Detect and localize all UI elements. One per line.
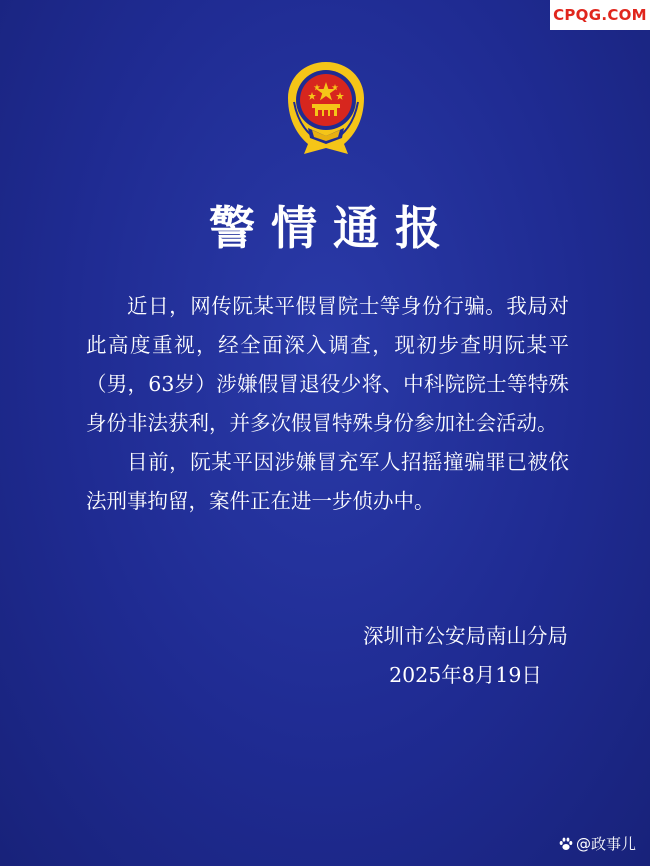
site-tag: CPQG.COM <box>550 0 650 30</box>
issuer-name: 深圳市公安局南山分局 <box>363 624 568 648</box>
police-emblem-icon <box>274 58 378 162</box>
paw-icon <box>558 836 574 852</box>
watermark <box>558 833 636 854</box>
signature-block <box>363 617 568 695</box>
notice-paragraph: 目前，阮某平因涉嫌冒充军人招摇撞骗罪已被依法刑事拘留，案件正在进一步侦办中。 <box>86 450 569 513</box>
watermark-text: @政事儿 <box>575 835 636 853</box>
notice-title: 警情通报 <box>209 201 457 255</box>
notice-body <box>86 287 569 521</box>
notice-paragraph: 近日，网传阮某平假冒院士等身份行骗。我局对此高度重视，经全面深入调查，现初步查明阮某平（男，63岁）涉嫌假冒退役少将、中科院院士等特殊身份非法获利，并多次假冒特殊身份参加社会活动。 <box>86 294 569 435</box>
issue-date: 2025年8月19日 <box>389 663 542 687</box>
